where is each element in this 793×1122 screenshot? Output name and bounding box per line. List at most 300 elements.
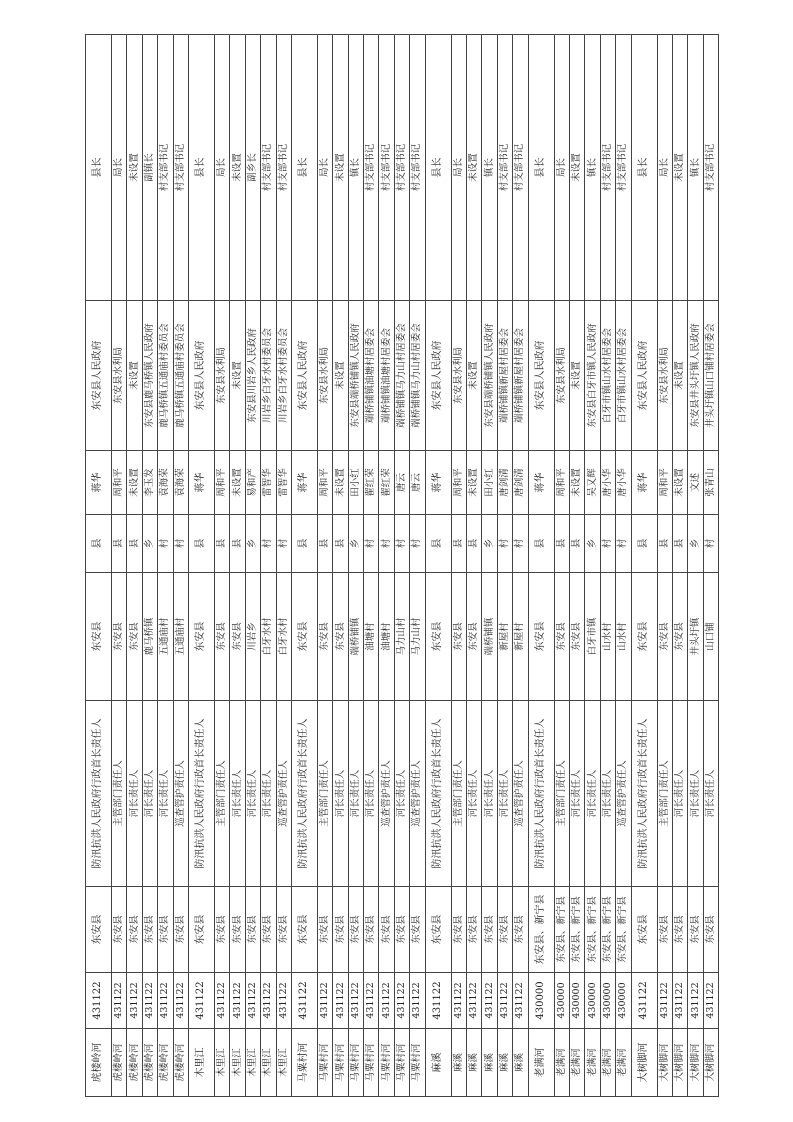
admin-code-cell: 431122 [291,973,317,1029]
role-cell: 巡查管护责任人 [616,701,631,887]
admin-code-cell: 430000 [528,973,554,1029]
level-cell: 县 [425,515,451,573]
county-cell: 东安县、新宁县 [585,887,600,973]
level-cell: 县 [631,515,657,573]
organization-cell: 东安县水利局 [214,301,229,451]
organization-cell: 未设置 [333,301,348,451]
person-name-cell: 袁海荣 [158,451,173,515]
river-name-cell: 木里江 [276,1029,291,1097]
location-cell: 东安县 [631,573,657,701]
county-cell: 东安县 [410,887,425,973]
level-cell: 村 [600,515,615,573]
organization-cell: 未设置 [127,301,142,451]
table-row [261,35,276,1097]
role-cell: 巡查管护责任人 [276,701,291,887]
role-cell: 防汛抗洪人民政府行政首长责任人 [188,701,214,887]
river-name-cell: 虎楼岭河 [112,1029,127,1097]
river-name-cell: 老满河 [554,1029,569,1097]
river-name-cell: 马粟村河 [317,1029,332,1097]
role-cell: 主管部门责任人 [451,701,466,887]
person-name-cell: 唐剑清 [513,451,528,515]
organization-cell: 白牙市镇山水村居委会 [616,301,631,451]
county-cell: 东安县 [276,887,291,973]
organization-cell: 东安县川岩乡人民政府 [245,301,260,451]
admin-code-cell: 431122 [276,973,291,1029]
county-cell: 东安县 [188,887,214,973]
position-cell: 县长 [188,35,214,301]
river-name-cell: 马粟村河 [364,1029,379,1097]
role-cell: 河长责任人 [245,701,260,887]
county-cell: 东安县、新宁县 [616,887,631,973]
location-cell: 五通庙村 [173,573,188,701]
location-cell: 东安县 [554,573,569,701]
table-row [554,35,569,1097]
role-cell: 防汛抗洪人民政府行政首长责任人 [528,701,554,887]
admin-code-cell: 431122 [379,973,394,1029]
table-row [657,35,672,1097]
role-cell: 主管部门责任人 [317,701,332,887]
location-cell: 白牙水村 [276,573,291,701]
organization-cell: 东安县鹿马桥镇人民政府 [142,301,157,451]
level-cell: 乡 [142,515,157,573]
table-row [142,35,157,1097]
person-name-cell: 雷智华 [276,451,291,515]
admin-code-cell: 431122 [86,973,112,1029]
level-cell: 村 [497,515,512,573]
admin-code-cell: 431122 [158,973,173,1029]
river-name-cell: 马粟村河 [410,1029,425,1097]
level-cell: 县 [317,515,332,573]
level-cell: 县 [451,515,466,573]
organization-cell: 东安县水利局 [112,301,127,451]
level-cell: 村 [379,515,394,573]
admin-code-cell: 431122 [657,973,672,1029]
role-cell: 防汛抗洪人民政府行政首长责任人 [86,701,112,887]
position-cell: 县长 [425,35,451,301]
role-cell: 主管部门责任人 [214,701,229,887]
role-cell: 河长责任人 [585,701,600,887]
location-cell: 端桥铺镇 [482,573,497,701]
admin-code-cell: 431122 [364,973,379,1029]
location-cell: 东安县 [317,573,332,701]
person-name-cell: 周和平 [112,451,127,515]
river-name-cell: 大树脚河 [657,1029,672,1097]
role-cell: 巡查管护责任人 [513,701,528,887]
person-name-cell: 吴又辉 [585,451,600,515]
organization-cell: 东安县白牙市镇人民政府 [585,301,600,451]
position-cell: 县长 [86,35,112,301]
table-row [317,35,332,1097]
role-cell: 河长责任人 [688,701,703,887]
admin-code-cell: 431122 [425,973,451,1029]
county-cell: 东安县 [497,887,512,973]
organization-cell: 未设置 [230,301,245,451]
person-name-cell: 田小红 [482,451,497,515]
admin-code-cell: 430000 [569,973,584,1029]
person-name-cell: 蒋华 [86,451,112,515]
organization-cell: 端桥铺镇油塘村居委会 [379,301,394,451]
role-cell: 防汛抗洪人民政府行政首长责任人 [631,701,657,887]
organization-cell: 川岩乡白牙水村委员会 [276,301,291,451]
location-cell: 东安县 [467,573,482,701]
location-cell: 川岩乡 [245,573,260,701]
person-name-cell: 易和产 [245,451,260,515]
table-row [333,35,348,1097]
position-cell: 副镇长 [142,35,157,301]
county-cell: 东安县 [688,887,703,973]
position-cell: 县长 [528,35,554,301]
county-cell: 东安县 [348,887,363,973]
table-row [86,35,112,1097]
person-name-cell: 雷智华 [261,451,276,515]
position-cell: 局长 [112,35,127,301]
level-cell: 村 [513,515,528,573]
table-row [214,35,229,1097]
role-cell: 防汛抗洪人民政府行政首长责任人 [425,701,451,887]
person-name-cell: 周和平 [657,451,672,515]
organization-cell: 端桥铺镇油塘村居委会 [364,301,379,451]
level-cell: 县 [569,515,584,573]
location-cell: 井头圩镇 [688,573,703,701]
role-cell: 河长责任人 [158,701,173,887]
river-name-cell: 木里江 [188,1029,214,1097]
river-name-cell: 马粟村河 [291,1029,317,1097]
river-name-cell: 老满河 [585,1029,600,1097]
organization-cell: 端桥铺镇马力山村居委会 [394,301,409,451]
level-cell: 村 [616,515,631,573]
admin-code-cell: 431122 [230,973,245,1029]
county-cell: 东安县 [482,887,497,973]
county-cell: 东安县 [631,887,657,973]
position-cell: 未设置 [569,35,584,301]
county-cell: 东安县 [142,887,157,973]
river-name-cell: 大树脚河 [703,1029,718,1097]
admin-code-cell: 431122 [245,973,260,1029]
position-cell: 村支部书记 [173,35,188,301]
position-cell: 县长 [631,35,657,301]
admin-code-cell: 431122 [173,973,188,1029]
position-cell: 村支部书记 [600,35,615,301]
level-cell: 乡 [348,515,363,573]
county-cell: 东安县 [317,887,332,973]
location-cell: 马力山村 [394,573,409,701]
role-cell: 河长责任人 [127,701,142,887]
location-cell: 山水村 [616,573,631,701]
position-cell: 镇长 [585,35,600,301]
organization-cell: 东安县井头圩镇人民政府 [688,301,703,451]
person-name-cell: 文述 [688,451,703,515]
location-cell: 新屋村 [513,573,528,701]
admin-code-cell: 430000 [554,973,569,1029]
role-cell: 巡查管护责任人 [379,701,394,887]
level-cell: 村 [703,515,718,573]
person-name-cell: 李玉发 [142,451,157,515]
role-cell: 河长责任人 [333,701,348,887]
river-name-cell: 大树脚河 [672,1029,687,1097]
person-name-cell: 蒋华 [631,451,657,515]
location-cell: 东安县 [112,573,127,701]
level-cell: 乡 [585,515,600,573]
location-cell: 东安县 [425,573,451,701]
level-cell: 县 [554,515,569,573]
river-name-cell: 虎楼岭河 [142,1029,157,1097]
person-name-cell: 唐小华 [616,451,631,515]
position-cell: 镇长 [348,35,363,301]
admin-code-cell: 431122 [513,973,528,1029]
position-cell: 村支部书记 [703,35,718,301]
table-row [425,35,451,1097]
organization-cell: 东安县人民政府 [528,301,554,451]
position-cell: 县长 [291,35,317,301]
admin-code-cell: 431122 [482,973,497,1029]
location-cell: 端桥铺镇 [348,573,363,701]
river-name-cell: 大树脚河 [631,1029,657,1097]
county-cell: 东安县 [230,887,245,973]
admin-code-cell: 431122 [112,973,127,1029]
river-name-cell: 木里江 [230,1029,245,1097]
admin-code-cell: 431122 [672,973,687,1029]
person-name-cell: 蒋华 [188,451,214,515]
person-name-cell: 未设置 [333,451,348,515]
position-cell: 村支部书记 [276,35,291,301]
admin-code-cell: 431122 [127,973,142,1029]
river-name-cell: 麻溪 [482,1029,497,1097]
person-name-cell: 翟红荣 [364,451,379,515]
admin-code-cell: 431122 [188,973,214,1029]
location-cell: 马力山村 [410,573,425,701]
person-name-cell: 唐剑清 [497,451,512,515]
admin-code-cell: 431122 [394,973,409,1029]
county-cell: 东安县 [364,887,379,973]
county-cell: 东安县 [291,887,317,973]
county-cell: 东安县 [451,887,466,973]
river-name-cell: 虎楼岭河 [127,1029,142,1097]
person-name-cell: 田小红 [348,451,363,515]
person-name-cell: 蒋华 [425,451,451,515]
county-cell: 东安县 [672,887,687,973]
person-name-cell: 周和平 [554,451,569,515]
location-cell: 白牙市镇 [585,573,600,701]
organization-cell: 东安县端桥铺镇人民政府 [348,301,363,451]
role-cell: 河长责任人 [497,701,512,887]
admin-code-cell: 431122 [317,973,332,1029]
table-row [672,35,687,1097]
organization-cell: 东安县人民政府 [86,301,112,451]
role-cell: 河长责任人 [394,701,409,887]
table-row [513,35,528,1097]
position-cell: 镇长 [688,35,703,301]
river-name-cell: 木里江 [214,1029,229,1097]
location-cell: 东安县 [528,573,554,701]
location-cell: 东安县 [451,573,466,701]
river-name-cell: 麻溪 [497,1029,512,1097]
county-cell: 东安县 [394,887,409,973]
level-cell: 县 [188,515,214,573]
county-cell: 东安县 [425,887,451,973]
county-cell: 东安县 [86,887,112,973]
level-cell: 县 [291,515,317,573]
admin-code-cell: 430000 [616,973,631,1029]
location-cell: 油塘村 [364,573,379,701]
table-row [379,35,394,1097]
organization-cell: 东安县人民政府 [291,301,317,451]
river-name-cell: 马粟村河 [348,1029,363,1097]
person-name-cell: 袁海荣 [173,451,188,515]
admin-code-cell: 431122 [497,973,512,1029]
role-cell: 防汛抗洪人民政府行政首长责任人 [291,701,317,887]
person-name-cell: 唐云 [410,451,425,515]
location-cell: 白牙水村 [261,573,276,701]
level-cell: 村 [364,515,379,573]
person-name-cell: 未设置 [127,451,142,515]
river-name-cell: 大树脚河 [688,1029,703,1097]
admin-code-cell: 431122 [688,973,703,1029]
table-row [631,35,657,1097]
table-row [585,35,600,1097]
admin-code-cell: 430000 [600,973,615,1029]
table-row [528,35,554,1097]
table-row [364,35,379,1097]
river-name-cell: 老满河 [528,1029,554,1097]
county-cell: 东安县、新宁县 [528,887,554,973]
organization-cell: 东安县人民政府 [631,301,657,451]
county-cell: 东安县 [657,887,672,973]
location-cell: 东安县 [188,573,214,701]
organization-cell: 井头圩镇山口铺村居委会 [703,301,718,451]
position-cell: 局长 [451,35,466,301]
table-row [616,35,631,1097]
role-cell: 河长责任人 [569,701,584,887]
position-cell: 村支部书记 [497,35,512,301]
person-name-cell: 周和平 [214,451,229,515]
role-cell: 河长责任人 [672,701,687,887]
river-name-cell: 虎楼岭河 [173,1029,188,1097]
role-cell: 河长责任人 [230,701,245,887]
level-cell: 乡 [245,515,260,573]
location-cell: 油塘村 [379,573,394,701]
admin-code-cell: 431122 [467,973,482,1029]
table-row [127,35,142,1097]
admin-code-cell: 431122 [142,973,157,1029]
table-row [112,35,127,1097]
position-cell: 局长 [317,35,332,301]
location-cell: 山口铺 [703,573,718,701]
level-cell: 村 [394,515,409,573]
county-cell: 东安县、新宁县 [569,887,584,973]
organization-cell: 东安县水利局 [451,301,466,451]
river-name-cell: 虎楼岭河 [158,1029,173,1097]
river-name-cell: 马粟村河 [333,1029,348,1097]
level-cell: 县 [214,515,229,573]
level-cell: 乡 [688,515,703,573]
location-cell: 东安县 [569,573,584,701]
location-cell: 东安县 [672,573,687,701]
county-cell: 东安县 [112,887,127,973]
position-cell: 未设置 [333,35,348,301]
table-row [173,35,188,1097]
level-cell: 乡 [482,515,497,573]
location-cell: 东安县 [214,573,229,701]
admin-code-cell: 431122 [348,973,363,1029]
organization-cell: 东安县水利局 [554,301,569,451]
person-name-cell: 未设置 [230,451,245,515]
position-cell: 局长 [214,35,229,301]
organization-cell: 川岩乡白牙水村委员会 [261,301,276,451]
table-row [688,35,703,1097]
river-name-cell: 麻溪 [513,1029,528,1097]
location-cell: 东安县 [86,573,112,701]
position-cell: 村支部书记 [379,35,394,301]
level-cell: 县 [230,515,245,573]
person-name-cell: 蒋华 [528,451,554,515]
county-cell: 东安县 [261,887,276,973]
position-cell: 未设置 [467,35,482,301]
river-responsibility-table [85,34,719,1097]
person-name-cell: 未设置 [569,451,584,515]
location-cell: 鹿马桥镇 [142,573,157,701]
person-name-cell: 未设置 [467,451,482,515]
admin-code-cell: 430000 [585,973,600,1029]
admin-code-cell: 431122 [214,973,229,1029]
county-cell: 东安县 [467,887,482,973]
level-cell: 县 [86,515,112,573]
river-name-cell: 老满河 [569,1029,584,1097]
position-cell: 村支部书记 [410,35,425,301]
position-cell: 局长 [657,35,672,301]
river-name-cell: 木里江 [261,1029,276,1097]
organization-cell: 端桥铺镇马力山村居委会 [410,301,425,451]
organization-cell: 端桥铺镇新屋村居委会 [513,301,528,451]
county-cell: 东安县 [245,887,260,973]
table-row [276,35,291,1097]
position-cell: 副乡长 [245,35,260,301]
county-cell: 东安县 [333,887,348,973]
person-name-cell: 周和平 [451,451,466,515]
role-cell: 主管部门责任人 [112,701,127,887]
river-name-cell: 马粟村河 [394,1029,409,1097]
level-cell: 县 [528,515,554,573]
organization-cell: 未设置 [467,301,482,451]
position-cell: 未设置 [672,35,687,301]
county-cell: 东安县 [127,887,142,973]
location-cell: 东安县 [127,573,142,701]
river-name-cell: 虎楼岭河 [86,1029,112,1097]
admin-code-cell: 431122 [410,973,425,1029]
admin-code-cell: 431122 [703,973,718,1029]
table-row [394,35,409,1097]
county-cell: 东安县、新宁县 [554,887,569,973]
position-cell: 村支部书记 [513,35,528,301]
level-cell: 县 [112,515,127,573]
table-row [451,35,466,1097]
table-row [497,35,512,1097]
level-cell: 村 [158,515,173,573]
organization-cell: 东安县人民政府 [425,301,451,451]
table-row [245,35,260,1097]
organization-cell: 未设置 [672,301,687,451]
role-cell: 河长责任人 [364,701,379,887]
table-row [410,35,425,1097]
table-row [158,35,173,1097]
river-name-cell: 麻溪 [467,1029,482,1097]
river-name-cell: 麻溪 [451,1029,466,1097]
organization-cell: 东安县水利局 [657,301,672,451]
organization-cell: 东安县水利局 [317,301,332,451]
table-row [291,35,317,1097]
table-row [600,35,615,1097]
table-row [569,35,584,1097]
person-name-cell: 周和平 [317,451,332,515]
